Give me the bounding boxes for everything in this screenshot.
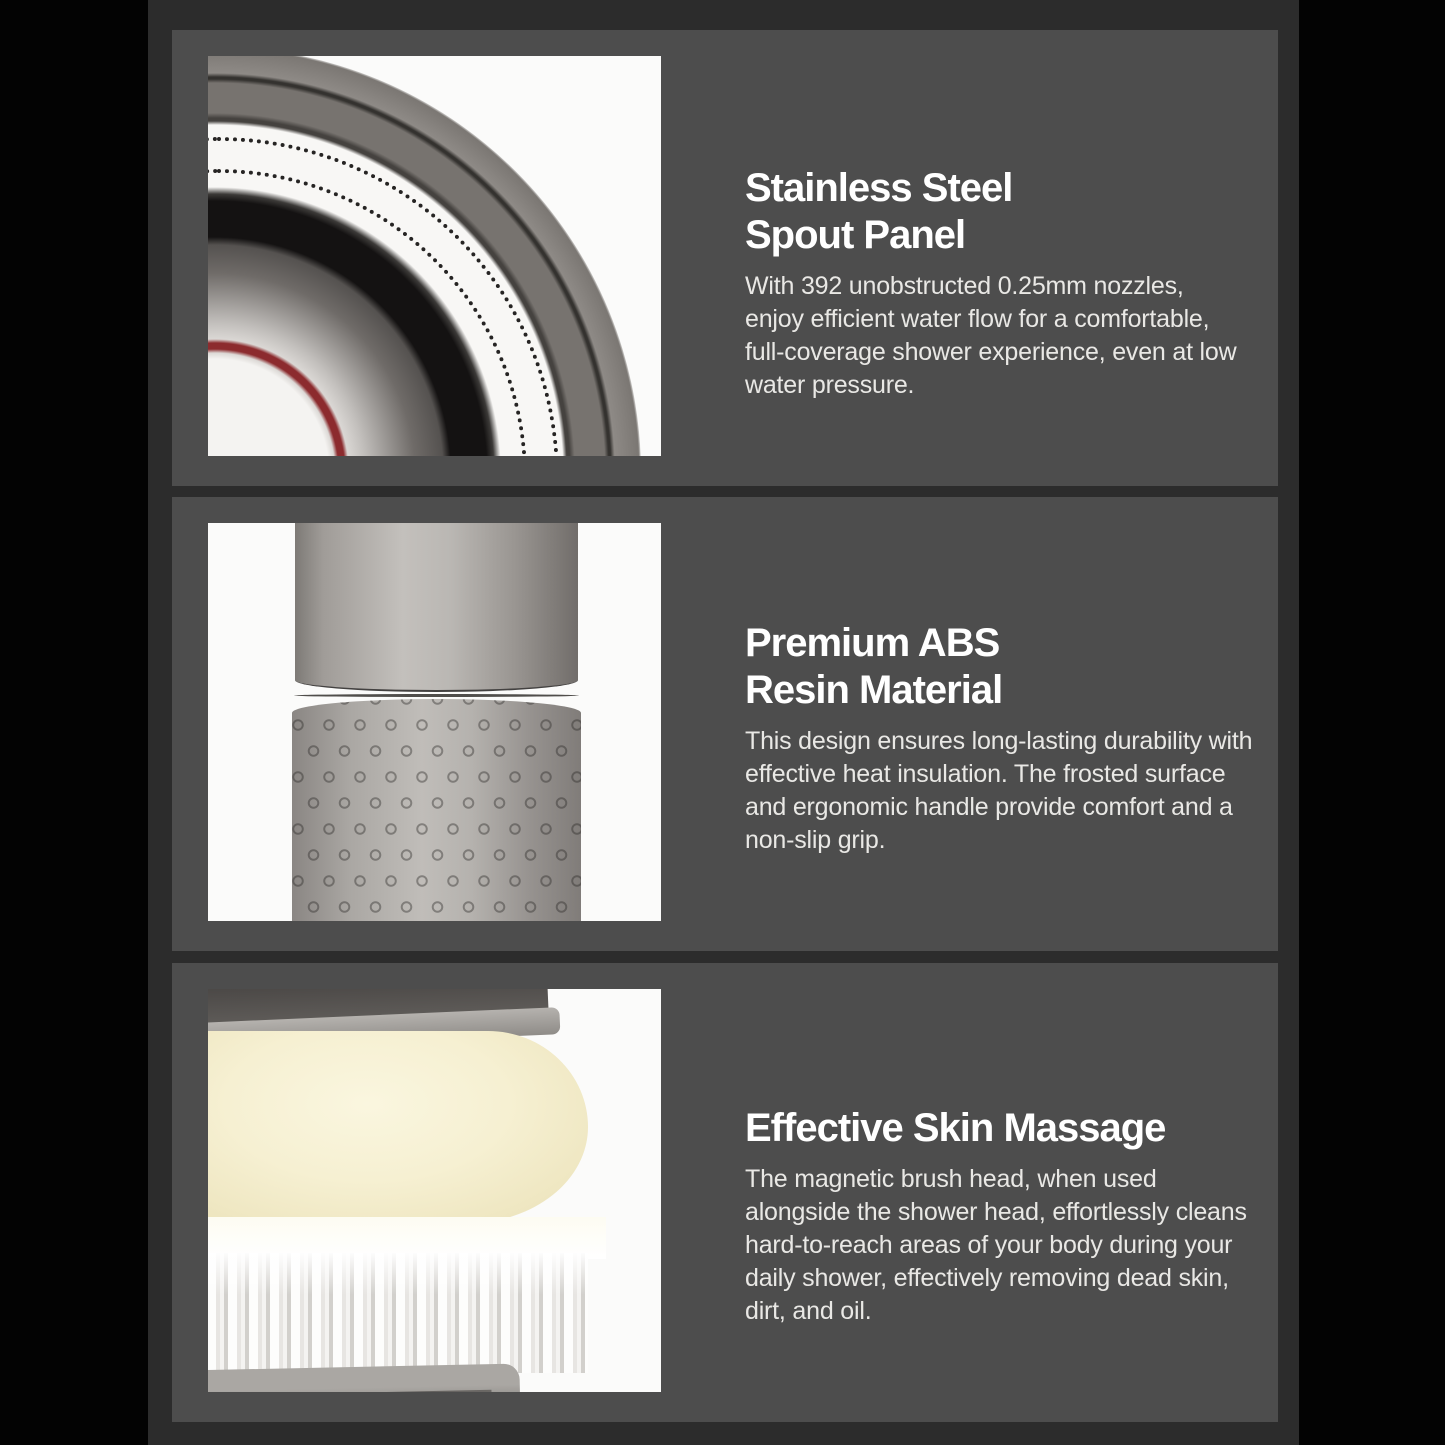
handle-cap [295, 523, 578, 692]
spout-ring-photo [208, 56, 661, 456]
brush-bristles [208, 1253, 588, 1373]
right-black-bar [1299, 0, 1445, 1445]
brush-cushion [208, 1031, 588, 1223]
feature-panel-massage [172, 963, 1278, 1422]
feature-panel-material [172, 497, 1278, 951]
handle-grip-texture [292, 699, 581, 921]
feature-text-massage [745, 963, 1258, 1422]
title-line: Spout Panel [745, 213, 966, 257]
panel-body: The magnetic brush head, when used alongside the shower head, effortlessly cleans hard-to-reach areas of your body during your daily shower, effectively removing dead skin, dirt, and oil. [745, 1165, 1247, 1325]
feature-text-spout [745, 30, 1258, 486]
handle-graphic [292, 523, 581, 921]
title-line: Effective Skin Massage [745, 1106, 1166, 1150]
title-line: Premium ABS [745, 621, 1000, 665]
panel-body: With 392 unobstructed 0.25mm nozzles, enjoy efficient water flow for a comfortable, full-coverage shower experience, even at low water pressure. [745, 272, 1237, 399]
feature-text-material [745, 497, 1258, 951]
panel-title [745, 165, 1258, 259]
brush-photo [208, 989, 661, 1392]
feature-panel-spout [172, 30, 1278, 486]
panel-body: This design ensures long-lasting durability with effective heat insulation. The frosted surface and ergonomic handle provide comfort and a non-slip grip. [745, 727, 1253, 854]
panel-title [745, 1105, 1258, 1152]
title-line: Resin Material [745, 668, 1003, 712]
handle-photo [208, 523, 661, 921]
panel-title [745, 620, 1258, 714]
left-black-bar [0, 0, 148, 1445]
title-line: Stainless Steel [745, 166, 1013, 210]
handle-seam [294, 694, 579, 697]
